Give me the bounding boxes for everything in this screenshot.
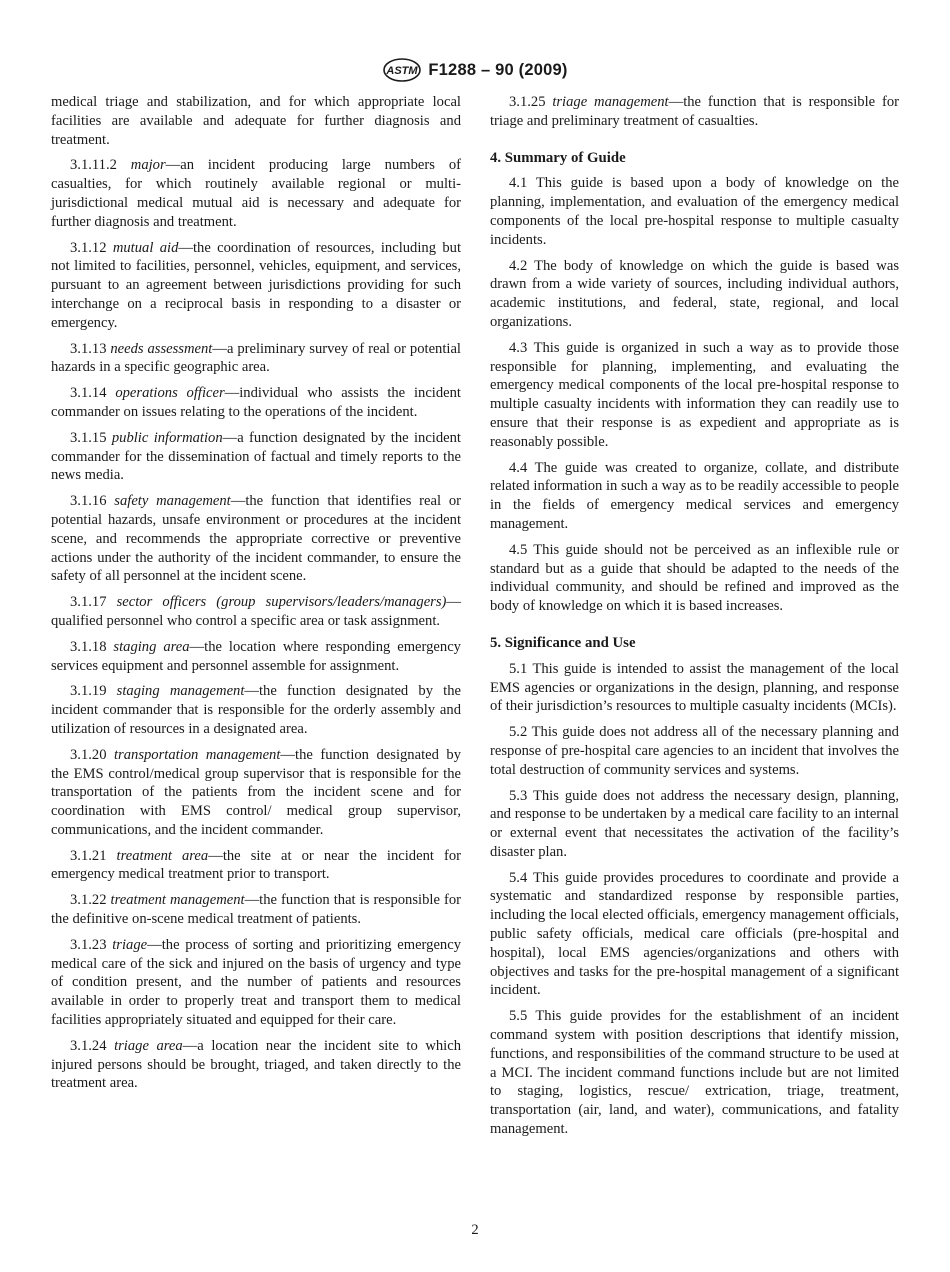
page-number: 2 [471,1222,479,1238]
paragraph-4-5: 4.5 This guide should not be perceived as an inflexible rule or standard but as a guide that should be adapted to the needs of the individual community, and should be refined and improved as the body of knowledge on which it is based increases. [490,541,899,615]
paragraph-4-1: 4.1 This guide is based upon a body of knowledge on the planning, implementation, and evaluation of the emergency medical components of the local pre-hospital response to multiple casualty incidents. [490,175,899,248]
paragraph-4-4: 4.4 The guide was created to organize, collate, and distribute related information in such a way as to be readily accessible to people in the fields of emergency medical services and emergency management. [490,459,900,532]
left-column [51,93,461,1100]
definition-3-1-13: 3.1.13 needs assessment—a preliminary survey of real or potential hazards in a specific geographic area. [51,340,461,376]
definition-3-1-25: 3.1.25 triage management—the function that is responsible for triage and preliminary treatment of casualties. [490,94,899,129]
section-heading-significance: 5. Significance and Use [490,634,636,651]
definition-3-1-20: 3.1.20 transportation management—the function designated by the EMS control/medical group supervisor that is responsible for the transportation of the patients from the incident scene and for coordination with EMS control/ medical group supervisor, communications, and the incident commander. [51,746,461,838]
definition-3-1-18: 3.1.18 staging area—the location where responding emergency services equipment and personnel assemble for assignment. [51,638,461,674]
definition-3-1-17: 3.1.17 sector officers (group supervisors/leaders/managers)—qualified personnel who control a specific area or task assignment. [51,594,461,629]
page-header [0,58,950,82]
paragraph-5-5: 5.5 This guide provides for the establishment of an incident command system with position descriptions that identify mission, functions, and responsibilities of the command structure to be used at a MCI. The incident command functions include but are not limited to staging, logistics, rescue/ extrication, triage, treatment, transportation (air, land, and water), communications, and fatality management. [490,1008,899,1138]
paragraph-5-3: 5.3 This guide does not address the necessary design, planning, and response to be undertaken by a medical care facility to an internal or external event that necessitates the activation of the facility’s disaster plan. [490,787,899,860]
standard-designation: F1288 – 90 (2009) [428,60,568,79]
astm-logo-text: ASTM [386,65,418,77]
definition-3-1-21: 3.1.21 treatment area—the site at or near the incident for emergency medical treatment prior to transport. [51,847,461,883]
astm-logo-icon [382,58,422,82]
paragraph-5-4: 5.4 This guide provides procedures to coordinate and provide a systematic and standardized response by responsible parties, including the local elected officials, emergency management officials, public safety officials, medical care officials (pre-hospital and hospital), local EMS agencies/organizations and others with objectives and tasks for the pre-hospital management of a significant incident. [490,869,900,999]
paragraph-4-2: 4.2 The body of knowledge on which the guide is based was drawn from a wide variety of sources, including individual authors, academic institutions, and federal, state, regional, and local organizations. [490,257,899,330]
definition-3-1-11-2: 3.1.11.2 major—an incident producing large numbers of casualties, for which routinely available regional or multi-jurisdictional medical mutual aid is necessary and adequate for further diagnosis and treatment. [51,157,461,230]
paragraph-4-3: 4.3 This guide is organized in such a way as to provide those responsible for planning, implementing, and evaluating the emergency medical components of the local pre-hospital response to multiple casualty incidents with information they can readily use to ensure that their response is as expedient and appropriate as is reasonably possible. [490,339,899,450]
paragraph-5-1: 5.1 This guide is intended to assist the management of the local EMS agencies or organizations in the design, planning, and response of their jurisdiction’s resources to multiple casualty incidents (MCIs). [490,660,899,715]
definition-3-1-24: 3.1.24 triage area—a location near the incident site to which injured persons should be brought, triaged, and taken directly to the treatment area. [51,1037,461,1092]
section-heading-summary: 4. Summary of Guide [490,149,626,166]
paragraph: medical triage and stabilization, and for which appropriate local facilities are available and adequate for further diagnosis and treatment. [51,94,461,148]
definition-3-1-15: 3.1.15 public information—a function designated by the incident commander for the dissemination of factual and timely reports to the news media. [51,429,461,484]
definition-3-1-19: 3.1.19 staging management—the function designated by the incident commander that is responsible for the orderly assembly and utilization of resources in a designated area. [51,683,462,737]
definition-3-1-12: 3.1.12 mutual aid—the coordination of resources, including but not limited to facilities, personnel, vehicles, equipment, and services, pursuant to an agreement between jurisdictions providing for such interchange on a reciprocal basis in responding to a disaster or emergency. [51,239,462,331]
right-column [490,93,899,1146]
definition-3-1-23: 3.1.23 triage—the process of sorting and prioritizing emergency medical care of the sick and injured on the basis of urgency and type of condition present, and the number of patients and resources available in order to properly treat and transport them to medical facilities appropriately situated and equipped for their care. [51,936,461,1029]
definition-3-1-14: 3.1.14 operations officer—individual who assists the incident commander on issues relating to the operations of the incident. [51,385,461,420]
definition-3-1-16: 3.1.16 safety management—the function that identifies real or potential hazards, unsafe environment or procedures at the incident scene, and recommends the appropriate corrective or preventive actions under the authority of the incident commander, to ensure the safety of all personnel at the incident scene. [51,493,462,585]
definition-3-1-22: 3.1.22 treatment management—the function that is responsible for the definitive on-scene medical treatment of patients. [51,892,461,928]
paragraph-5-2: 5.2 This guide does not address all of the necessary planning and response of pre-hospital care agencies to an incident that involves the total destruction of community services and systems. [490,724,899,778]
